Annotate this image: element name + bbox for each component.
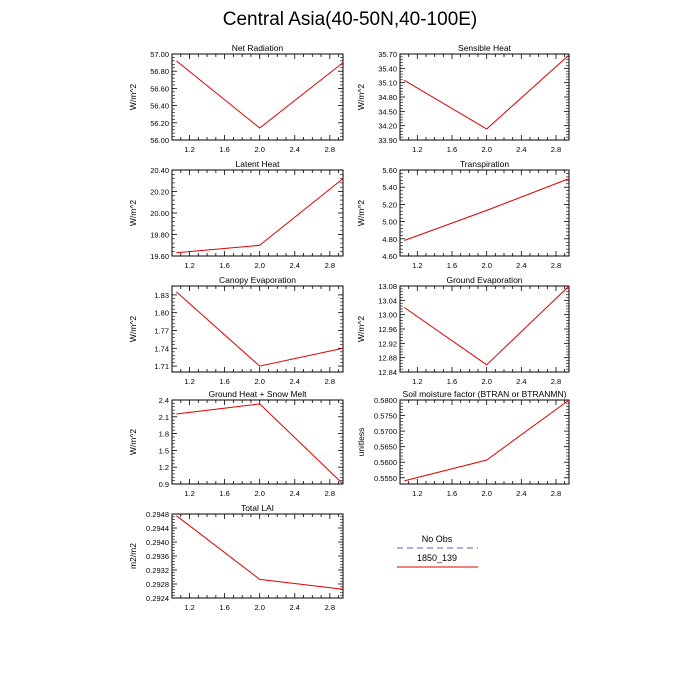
panel-title: Net Radiation	[231, 43, 284, 53]
y-tick-label: 4.60	[382, 252, 397, 261]
y-tick-label: 33.90	[378, 136, 397, 145]
x-tick-label: 2.8	[550, 377, 562, 386]
y-tick-label: 56.60	[150, 84, 169, 94]
x-tick-label: 2.0	[254, 261, 265, 270]
plot-frame	[400, 54, 569, 140]
y-tick-label: 1.5	[158, 446, 169, 456]
plot-frame	[400, 400, 569, 484]
y-tick-label: 57.00	[150, 50, 169, 59]
y-tick-label: 20.40	[150, 166, 169, 175]
x-tick-label: 1.2	[412, 145, 423, 154]
y-tick-label: 12.84	[378, 368, 397, 377]
x-tick-label: 2.8	[324, 145, 336, 154]
y-tick-label: 12.88	[378, 353, 397, 363]
x-tick-label: 2.0	[481, 261, 492, 270]
y-tick-label: 34.80	[378, 93, 397, 102]
y-tick-label: 0.2928	[146, 580, 169, 589]
y-axis-label: W/m^2	[128, 315, 138, 343]
panel-title: Canopy Evaporation	[218, 275, 297, 285]
y-tick-label: 5.00	[382, 217, 397, 227]
y-tick-label: 0.9	[158, 480, 169, 489]
y-tick-label: 56.40	[150, 101, 169, 111]
series-line-1850-139	[404, 179, 569, 241]
y-tick-label: 1.8	[158, 429, 169, 439]
x-tick-label: 1.2	[184, 261, 195, 270]
y-tick-label: 0.2940	[146, 538, 169, 547]
y-tick-label: 0.5800	[374, 396, 397, 405]
legend-label-no-obs: No Obs	[421, 534, 453, 544]
plot-frame	[172, 514, 343, 598]
y-axis-label: W/m^2	[128, 83, 138, 111]
x-tick-label: 2.0	[481, 145, 492, 154]
y-tick-label: 2.4	[158, 396, 169, 405]
y-tick-label: 5.20	[382, 200, 397, 210]
y-tick-label: 19.80	[150, 230, 169, 240]
chart-panel-2	[356, 43, 569, 154]
x-tick-label: 1.6	[446, 261, 458, 270]
y-tick-label: 1.71	[154, 362, 169, 372]
x-tick-label: 2.4	[289, 489, 300, 498]
y-tick-label: 0.5750	[374, 411, 397, 421]
series-line-1850-139	[176, 179, 343, 253]
y-tick-label: 1.77	[154, 326, 169, 336]
x-tick-label: 1.6	[446, 145, 458, 154]
x-tick-label: 2.8	[324, 261, 336, 270]
y-axis-label: m2/m2	[128, 543, 138, 569]
y-tick-label: 0.2924	[146, 594, 169, 603]
y-tick-label: 1.74	[154, 344, 169, 354]
x-tick-label: 2.8	[550, 489, 562, 498]
panel-title: Latent Heat	[235, 159, 280, 169]
plot-frame	[172, 54, 343, 140]
x-tick-label: 2.0	[481, 489, 492, 498]
x-tick-label: 2.8	[324, 489, 336, 498]
x-tick-label: 1.6	[446, 377, 458, 386]
series-line-1850-139	[176, 404, 343, 484]
series-line-1850-139	[176, 516, 343, 590]
panel-title: Ground Evaporation	[446, 275, 523, 285]
x-tick-label: 1.2	[184, 377, 195, 386]
x-tick-label: 1.2	[412, 489, 423, 498]
y-tick-label: 5.40	[382, 183, 397, 193]
y-tick-label: 1.2	[158, 463, 169, 473]
legend-label-1850-139: 1850_139	[416, 553, 458, 563]
y-tick-label: 13.00	[378, 310, 397, 320]
x-tick-label: 2.4	[289, 603, 300, 612]
y-axis-label: W/m^2	[128, 199, 138, 227]
y-tick-label: 35.10	[378, 78, 397, 88]
x-tick-label: 2.8	[550, 145, 562, 154]
y-tick-label: 35.70	[378, 50, 397, 59]
x-tick-label: 1.2	[412, 261, 423, 270]
chart-panel-5	[128, 275, 343, 386]
y-tick-label: 12.92	[378, 339, 397, 349]
x-tick-label: 2.4	[289, 377, 300, 386]
chart-panel-4	[356, 159, 569, 270]
y-tick-label: 34.20	[378, 121, 397, 131]
y-tick-label: 0.2948	[146, 510, 169, 519]
y-axis-label: unitless	[356, 427, 366, 457]
panel-title: Sensible Heat	[458, 43, 511, 53]
y-tick-label: 12.96	[378, 325, 397, 334]
y-tick-label: 2.1	[158, 412, 169, 422]
x-tick-label: 1.6	[219, 603, 230, 612]
plot-frame	[400, 170, 569, 256]
plot-frame	[172, 400, 343, 484]
x-tick-label: 1.2	[184, 145, 195, 154]
y-tick-label: 19.60	[150, 252, 169, 261]
panel-title: Transpiration	[459, 159, 510, 169]
y-tick-label: 0.2936	[146, 552, 169, 561]
series-line-1850-139	[404, 55, 569, 129]
y-tick-label: 56.20	[150, 118, 169, 128]
series-line-1850-139	[404, 286, 569, 365]
y-tick-label: 56.00	[150, 136, 169, 145]
y-axis-label: W/m^2	[128, 428, 138, 456]
chart-panel-8	[356, 389, 569, 498]
series-line-1850-139	[176, 292, 343, 366]
x-tick-label: 2.8	[324, 603, 336, 612]
x-tick-label: 1.6	[219, 145, 230, 154]
page-title: Central Asia(40-50N,40-100E)	[222, 9, 478, 30]
x-tick-label: 2.4	[516, 261, 527, 270]
y-tick-label: 1.80	[154, 308, 169, 318]
legend	[397, 534, 478, 567]
y-tick-label: 35.40	[378, 64, 397, 74]
plot-frame	[172, 170, 343, 256]
y-tick-label: 0.5550	[374, 473, 397, 483]
chart-panel-3	[128, 159, 343, 270]
y-tick-label: 0.5700	[374, 427, 397, 437]
plot-frame	[172, 286, 343, 372]
y-tick-label: 20.00	[150, 209, 169, 218]
x-tick-label: 2.4	[289, 261, 300, 270]
x-tick-label: 2.0	[481, 377, 492, 386]
x-tick-label: 2.4	[289, 145, 300, 154]
panel-title: Soil moisture factor (BTRAN or BTRANMN)	[402, 389, 567, 399]
chart-panel-1	[128, 43, 343, 154]
x-tick-label: 1.6	[219, 261, 230, 270]
panel-title: Ground Heat + Snow Melt	[208, 389, 307, 399]
x-tick-label: 1.2	[184, 489, 195, 498]
y-axis-label: W/m^2	[356, 199, 366, 227]
x-tick-label: 1.6	[219, 489, 230, 498]
y-tick-label: 0.2932	[146, 566, 169, 575]
x-tick-label: 2.0	[254, 377, 265, 386]
y-tick-label: 5.60	[382, 166, 397, 175]
y-axis-label: W/m^2	[356, 83, 366, 111]
series-line-1850-139	[176, 61, 343, 128]
plot-frame	[400, 286, 569, 372]
y-tick-label: 4.80	[382, 234, 397, 244]
chart-panel-6	[356, 275, 569, 386]
y-tick-label: 0.2944	[146, 524, 169, 533]
chart-panel-9	[128, 503, 343, 612]
x-tick-label: 2.4	[516, 489, 527, 498]
chart-panel-7	[128, 389, 343, 498]
y-tick-label: 13.04	[378, 296, 397, 306]
y-tick-label: 0.5600	[374, 458, 397, 468]
series-line-1850-139	[404, 400, 569, 481]
x-tick-label: 1.2	[184, 603, 195, 612]
x-tick-label: 2.0	[254, 603, 265, 612]
y-tick-label: 34.50	[378, 107, 397, 117]
x-tick-label: 1.2	[412, 377, 423, 386]
x-tick-label: 1.6	[219, 377, 230, 386]
panel-title: Total LAI	[240, 503, 275, 513]
y-tick-label: 56.80	[150, 67, 169, 77]
y-tick-label: 1.83	[154, 290, 169, 300]
x-tick-label: 2.8	[324, 377, 336, 386]
x-tick-label: 2.0	[254, 489, 265, 498]
y-tick-label: 13.08	[378, 282, 397, 291]
y-axis-label: W/m^2	[356, 315, 366, 343]
x-tick-label: 2.8	[550, 261, 562, 270]
x-tick-label: 2.0	[254, 145, 265, 154]
y-tick-label: 0.5650	[374, 442, 397, 452]
y-tick-label: 20.20	[150, 187, 169, 197]
x-tick-label: 2.4	[516, 377, 527, 386]
x-tick-label: 2.4	[516, 145, 527, 154]
x-tick-label: 1.6	[446, 489, 458, 498]
